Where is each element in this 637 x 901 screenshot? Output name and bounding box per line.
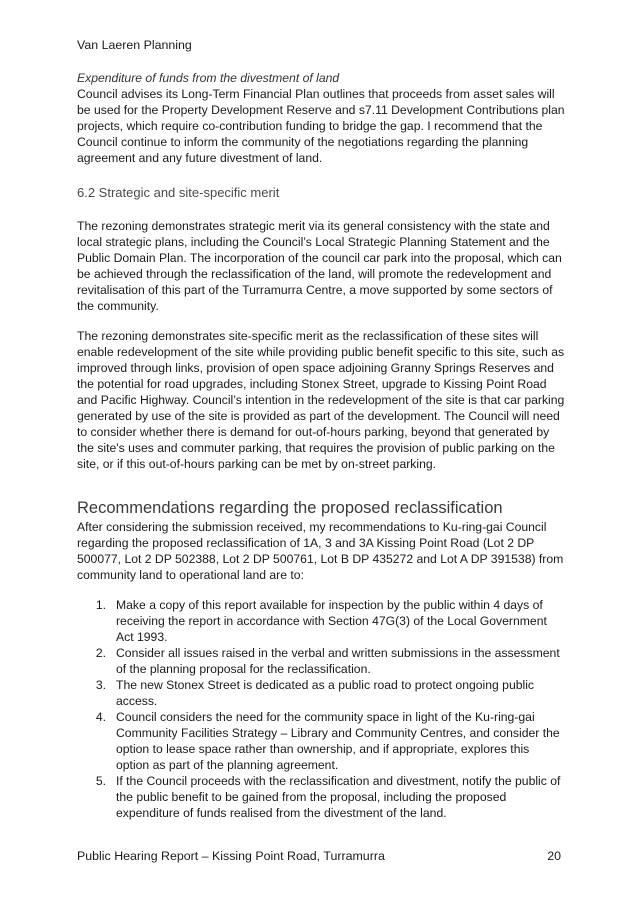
merit-paragraph-1-block (77, 218, 565, 314)
list-item-number: 1. (95, 598, 106, 612)
list-item (77, 645, 565, 677)
expenditure-paragraph: Council advises its Long-Term Financial Plan outlines that proceeds from asset sales will be used for the Property Development Reserve and s7.11 Development Contributions plan projects, which require co-contribution funding to bridge the gap. I recommend that the Council continue to inform the community of the negotiations regarding the planning agreement and any future divestment of land. (77, 87, 565, 165)
list-item-text: Consider all issues raised in the verbal and written submissions in the assessment of the planning proposal for the reclassification. (116, 646, 560, 676)
list-item (77, 677, 565, 709)
footer-title: Public Hearing Report – Kissing Point Road, Turramurra (77, 849, 385, 863)
merit-paragraph-2: The rezoning demonstrates site-specific merit as the reclassification of these sites will enable redevelopment of the site while providing public benefit specific to this site, such as improved through links, provision of open space adjoining Granny Springs Reserves and the potential for road upgrades, including Stonex Street, upgrade to Kissing Point Road and Pacific Highway. Council’s intention in the redevelopment of the site is that car parking generated by use of the site is provided as part of the development. The Council will need to consider whether there is demand for out-of-hours parking, beyond that generated by the site's uses and commuter parking, that requires the provision of public parking on the site, or if this out-of-hours parking can be met by on-street parking. (77, 329, 565, 471)
expenditure-heading: Expenditure of funds from the divestment of land (77, 71, 340, 85)
merit-heading: 6.2 Strategic and site-specific merit (77, 185, 280, 200)
list-item (77, 773, 565, 821)
list-item-text: Make a copy of this report available for inspection by the public within 4 days of receiving the report in accordance with Section 47G(3) of the Local Government Act 1993. (116, 598, 547, 644)
list-item-text: Council considers the need for the community space in light of the Ku-ring-gai Community Facilities Strategy – Library and Community Centres, and consider the option to lease space rather than ownership, and if appropriate, explores this option as part of the planning agreement. (116, 710, 560, 772)
list-item-number: 2. (95, 646, 106, 660)
recommendations-intro: After considering the submission received, my recommendations to Ku-ring-gai Council regarding the proposed reclassification of 1A, 3 and 3A Kissing Point Road (Lot 2 DP 500077, Lot 2 DP 502388, Lot 2 DP 500761, Lot B DP 435272 and Lot A DP 391538) from community land to operational land are to: (77, 520, 564, 582)
list-item (77, 597, 565, 645)
page-footer (77, 849, 561, 863)
page-number: 20 (547, 849, 561, 863)
merit-section (77, 184, 565, 202)
merit-paragraph-1: The rezoning demonstrates strategic merit via its general consistency with the state and local strategic plans, including the Council’s Local Strategic Planning Statement and the Public Domain Plan. The incorporation of the council car park into the proposal, which can be achieved through the reclassification of the land, will promote the redevelopment and revitalisation of this part of the Turramurra Centre, a move supported by some sectors of the community. (77, 219, 562, 313)
list-item-number: 3. (95, 678, 106, 692)
recommendations-section (77, 497, 565, 583)
list-item-number: 4. (95, 710, 106, 724)
list-item (77, 709, 565, 773)
recommendations-list-block (77, 597, 565, 821)
list-item-text: The new Stonex Street is dedicated as a public road to protect ongoing public access. (116, 678, 535, 708)
list-item-text: If the Council proceeds with the reclassification and divestment, notify the public of the public benefit to be gained from the proposal, including the proposed expenditure of funds realised from the divestment of the land. (116, 774, 561, 820)
recommendations-list (77, 597, 565, 821)
list-item-number: 5. (95, 774, 106, 788)
merit-paragraph-2-block (77, 328, 565, 472)
recommendations-heading: Recommendations regarding the proposed reclassification (77, 499, 503, 517)
page-header: Van Laeren Planning (77, 38, 192, 52)
expenditure-section (77, 70, 565, 166)
